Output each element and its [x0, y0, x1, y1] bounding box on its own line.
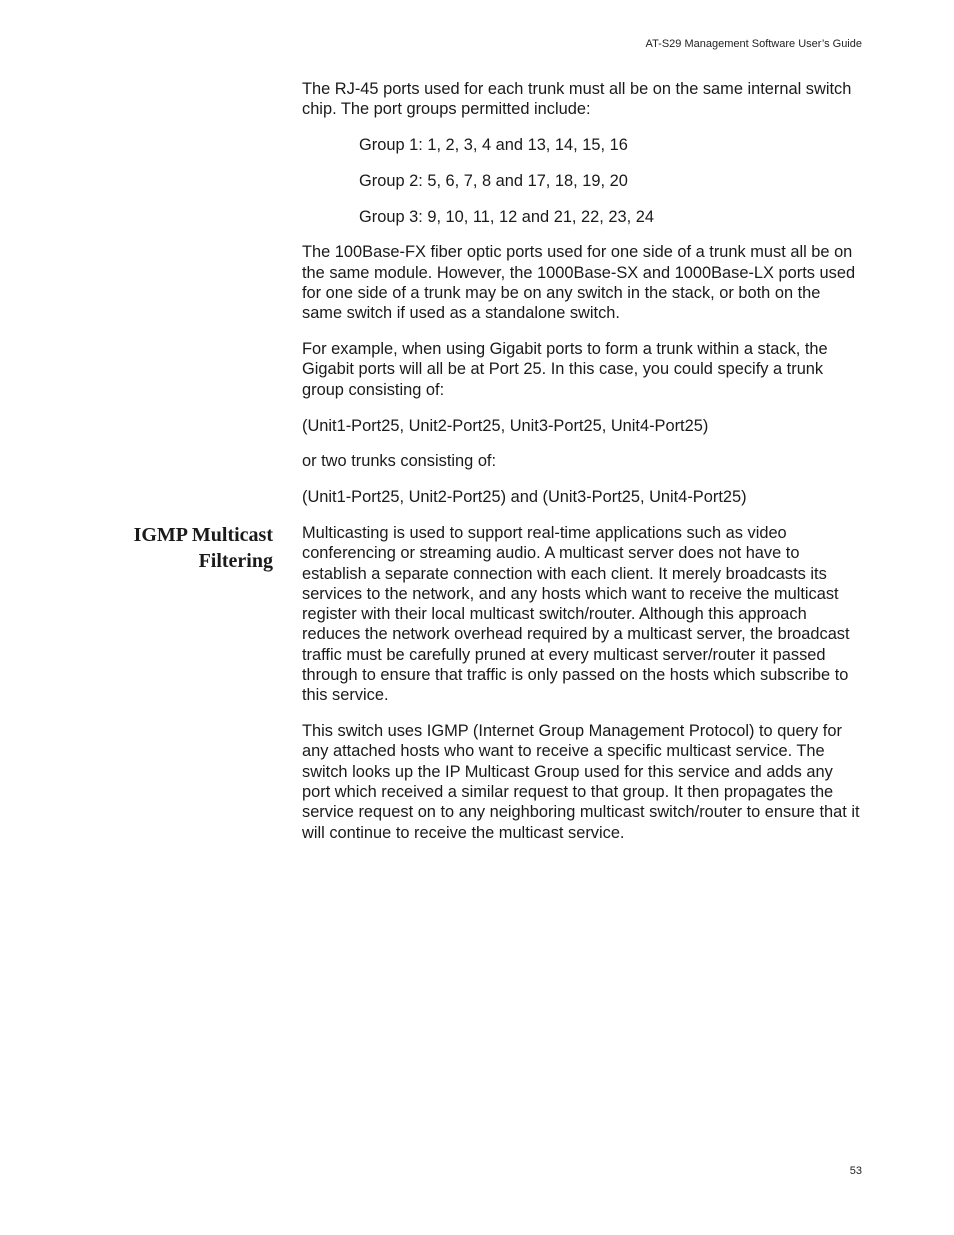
page-content: [133, 79, 864, 858]
port-group-2: Group 2: 5, 6, 7, 8 and 17, 18, 19, 20: [359, 171, 628, 190]
page-number: 53: [849, 1165, 862, 1177]
example-paragraph: For example, when using Gigabit ports to form a trunk within a stack, the Gigabit ports will all be at Port 25. In this case, you could specify a trunk group consisting of:: [302, 340, 828, 399]
section-heading-line-1: IGMP Multicast: [133, 523, 273, 546]
port-group-3: Group 3: 9, 10, 11, 12 and 21, 22, 23, 24: [359, 207, 654, 226]
intro-paragraph: The RJ-45 ports used for each trunk must all be on the same internal switch chip. The port groups permitted include:: [302, 80, 852, 119]
example-single-trunk: (Unit1-Port25, Unit2-Port25, Unit3-Port25, Unit4-Port25): [302, 416, 709, 435]
port-group-1: Group 1: 1, 2, 3, 4 and 13, 14, 15, 16: [359, 136, 628, 155]
igmp-section: [133, 523, 864, 843]
igmp-paragraph-2: This switch uses IGMP (Internet Group Management Protocol) to query for any attached hosts who want to receive a specific multicast service. The switch looks up the IP Multicast Group used for this service and adds any port which received a similar request to that group. It then propagates the service request on to any neighboring multicast switch/router to ensure that it will continue to receive the multicast service.: [302, 722, 860, 842]
igmp-paragraph-1: Multicasting is used to support real-time applications such as video conferencing or streaming audio. A multicast server does not have to establish a separate connection with each client. It merely broadcasts its services to the network, and any hosts which want to receive the multicast register with their local multicast switch/router. Although this approach reduces the network overhead required by a multicast server, the broadcast traffic must be carefully pruned at every multicast server/router it passed through to ensure that traffic is only passed on the hosts which subscribe to this service.: [302, 523, 850, 705]
running-header: AT-S29 Management Software User’s Guide: [645, 38, 862, 50]
section-heading-igmp: [100, 522, 273, 574]
example-two-trunks: (Unit1-Port25, Unit2-Port25) and (Unit3-Port25, Unit4-Port25): [302, 488, 747, 507]
example-or-text: or two trunks consisting of:: [302, 452, 497, 471]
section-heading-line-2: Filtering: [198, 549, 273, 572]
fiber-paragraph: The 100Base-FX fiber optic ports used for one side of a trunk must all be on the same module. However, the 1000Base-SX and 1000Base-LX ports used for one side of a trunk may be on any switch in the stack, or both on the same switch if used as a standalone switch.: [302, 243, 856, 323]
